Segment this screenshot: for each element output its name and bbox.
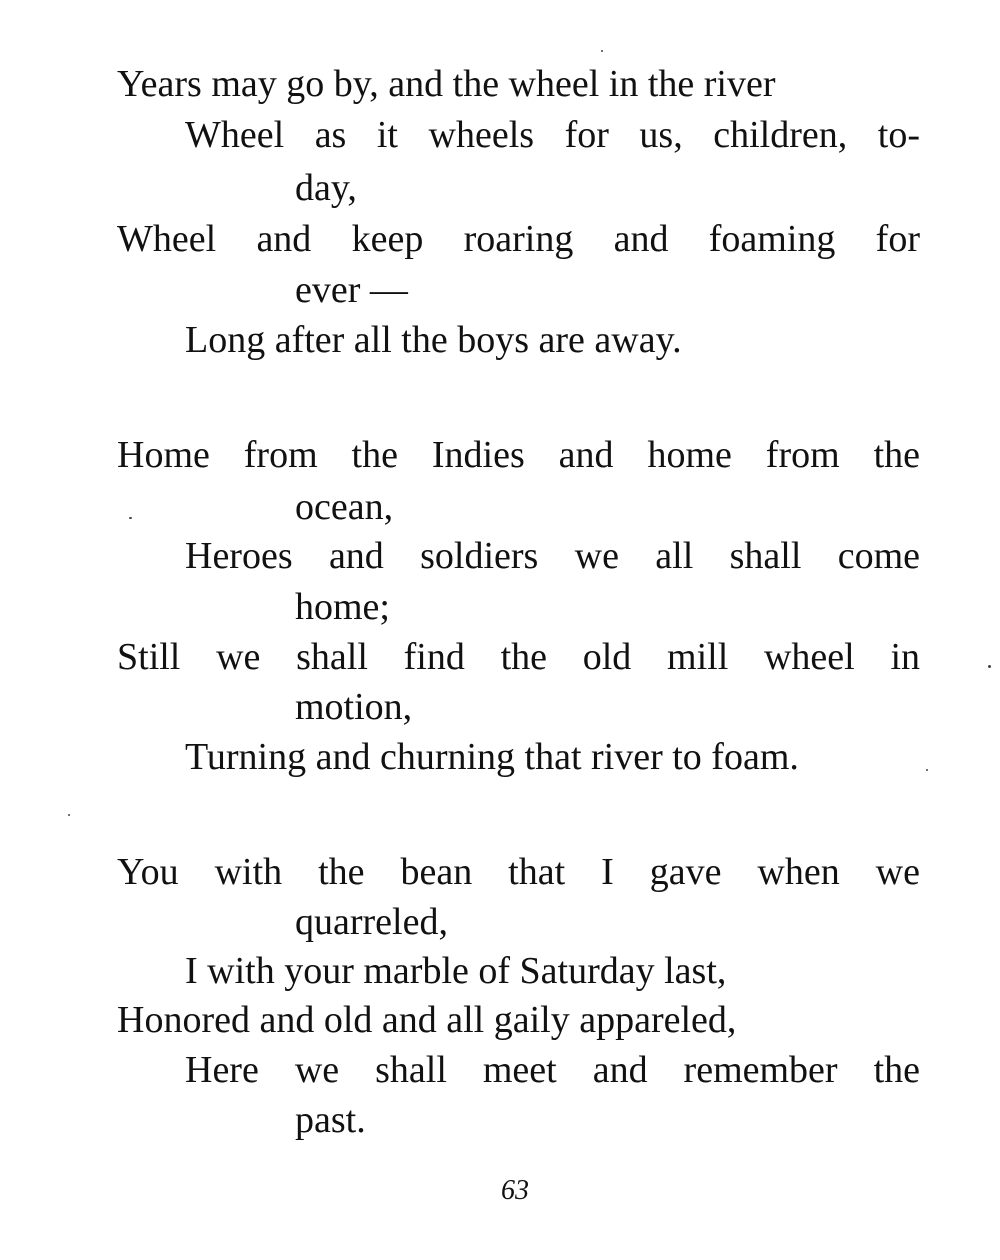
poem-line: Long after all the boys are away. [185,319,682,361]
poem-line: Heroes and soldiers we all shall come [185,535,920,577]
scan-speck [601,50,603,52]
poem-line: Still we shall find the old mill wheel in [117,636,920,678]
scan-speck [68,814,70,816]
scan-speck [129,517,132,519]
poem-line: ever — [295,269,408,311]
poem-line: Honored and old and all gaily appareled, [117,999,737,1041]
page-number: 63 [501,1175,529,1206]
poem-line: ocean, [295,486,394,528]
poem-line: Years may go by, and the wheel in the river [117,63,776,105]
poem-line: Wheel and keep roaring and foaming for [117,218,920,260]
poem-line: day, [295,167,357,209]
poem-line: You with the bean that I gave when we [117,851,920,893]
poem-line: quarreled, [295,901,448,943]
scan-speck [926,769,928,771]
poem-line: motion, [295,686,413,728]
poem-line: Turning and churning that river to foam. [185,736,799,778]
poem-line: past. [295,1099,366,1141]
poem-line: Home from the Indies and home from the [117,434,920,476]
scan-speck [988,665,991,668]
poem-line: Wheel as it wheels for us, children, to- [185,114,920,156]
poem-line: home; [295,586,390,628]
poem-line: I with your marble of Saturday last, [185,950,727,992]
poem-line: Here we shall meet and remember the [185,1049,920,1091]
